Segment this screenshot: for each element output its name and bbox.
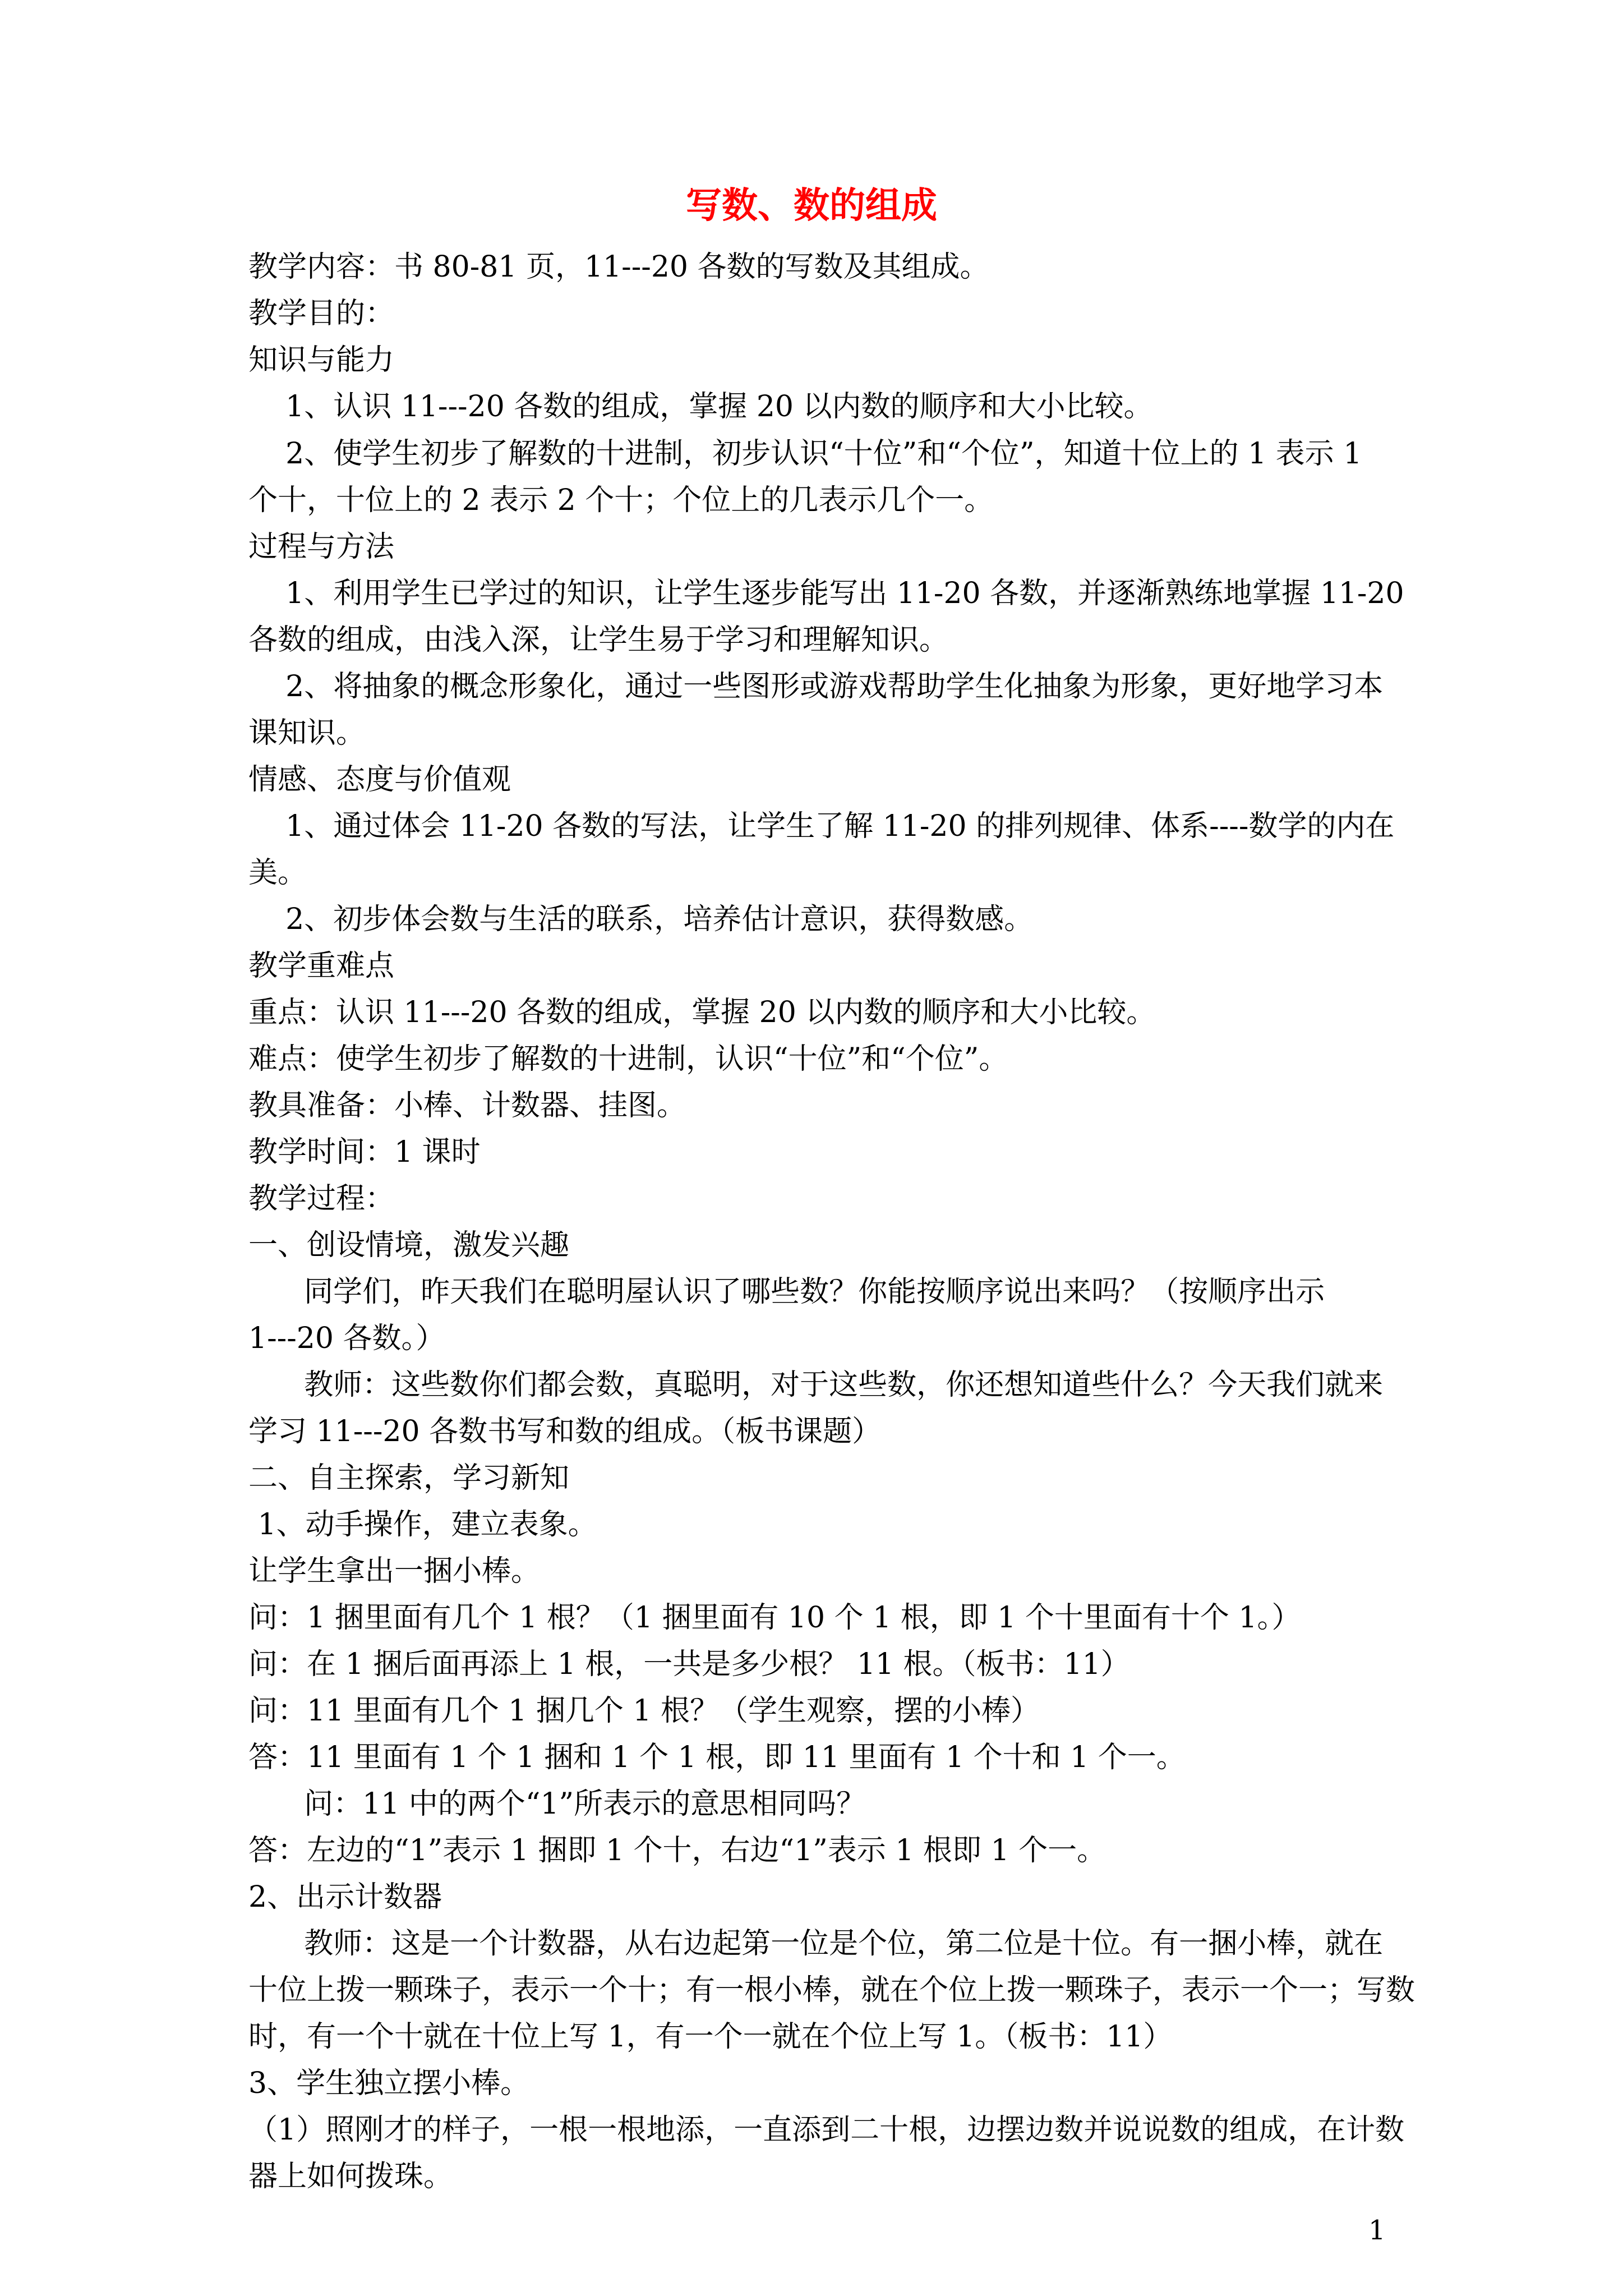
text-line: 教学时间：1 课时 [248, 1135, 481, 1169]
text-line: 教师：这些数你们都会数，真聪明，对于这些数，你还想知道些什么？今天我们就来 [248, 1368, 1384, 1402]
text-line: 3、学生独立摆小棒。 [248, 2067, 530, 2100]
text-line: 教师：这是一个计数器，从右边起第一位是个位，第二位是十位。有一捆小棒，就在 [248, 1927, 1384, 1961]
text-line: 器上如何拨珠。 [248, 2160, 453, 2193]
text-line: 学习 11---20 各数书写和数的组成。（板书课题） [248, 1415, 882, 1448]
text-line: 1、认识 11---20 各数的组成，掌握 20 以内数的顺序和大小比较。 [248, 390, 1153, 424]
text-line: 1、动手操作，建立表象。 [248, 1508, 597, 1542]
text-line: 2、出示计数器 [248, 1880, 442, 1914]
text-line: 2、初步体会数与生活的联系，培养估计意识，获得数感。 [248, 903, 1034, 936]
text-line: 二、自主探索，学习新知 [248, 1461, 570, 1495]
text-line: 教学过程： [248, 1182, 395, 1216]
text-line: 个十，十位上的 2 表示 2 个十；个位上的几表示几个一。 [248, 484, 994, 517]
text-line: 1、通过体会 11-20 各数的写法，让学生了解 11-20 的排列规律、体系----数学的内在 [248, 809, 1395, 843]
text-line: 过程与方法 [248, 530, 395, 564]
text-line: 让学生拿出一捆小棒。 [248, 1554, 541, 1588]
text-line: 教具准备：小棒、计数器、挂图。 [248, 1089, 686, 1122]
text-line: 知识与能力 [248, 343, 395, 377]
text-line: 问：11 里面有几个 1 捆几个 1 根？（学生观察，摆的小棒） [248, 1694, 1040, 1728]
text-line: 各数的组成，由浅入深，让学生易于学习和理解知识。 [248, 623, 949, 657]
text-line: 一、创设情境，激发兴趣 [248, 1228, 570, 1262]
text-line: 时，有一个十就在十位上写 1，有一个一就在个位上写 1。（板书：11） [248, 2020, 1173, 2054]
text-line: 美。 [248, 856, 307, 890]
text-line: 教学目的： [248, 297, 395, 330]
text-line: 难点：使学生初步了解数的十进制，认识“十位”和“个位”。 [248, 1042, 1008, 1076]
text-line: 问：在 1 捆后面再添上 1 根，一共是多少根？ 11 根。（板书：11） [248, 1648, 1130, 1681]
page-number: 1 [1368, 2215, 1386, 2246]
text-line: 问：1 捆里面有几个 1 根？（1 捆里面有 10 个 1 根，即 1 个十里面有十个 1。） [248, 1601, 1301, 1635]
text-line: 教学内容：书 80-81 页，11---20 各数的写数及其组成。 [248, 250, 989, 284]
text-line: 教学重难点 [248, 949, 395, 983]
document-title: 写数、数的组成 [686, 185, 937, 227]
text-line: 2、使学生初步了解数的十进制，初步认识“十位”和“个位”，知道十位上的 1 表示 1 [248, 437, 1362, 471]
text-line: 1、利用学生已学过的知识，让学生逐步能写出 11-20 各数，并逐渐熟练地掌握 11-20 [248, 577, 1404, 610]
text-line: 课知识。 [248, 716, 366, 750]
text-line: 问：11 中的两个“1”所表示的意思相同吗？ [248, 1787, 866, 1821]
text-line: 同学们，昨天我们在聪明屋认识了哪些数？你能按顺序说出来吗？（按顺序出示 [248, 1275, 1325, 1309]
text-line: 十位上拨一颗珠子，表示一个十；有一根小棒，就在个位上拨一颗珠子，表示一个一；写数 [248, 1973, 1415, 2007]
text-line: 1---20 各数。） [248, 1322, 445, 1355]
text-line: （1）照刚才的样子，一根一根地添，一直添到二十根，边摆边数并说说数的组成，在计数 [248, 2113, 1405, 2147]
text-line: 答：11 里面有 1 个 1 捆和 1 个 1 根，即 11 里面有 1 个十和 1 个一。 [248, 1741, 1186, 1774]
text-line: 2、将抽象的概念形象化，通过一些图形或游戏帮助学生化抽象为形象，更好地学习本 [248, 670, 1384, 703]
text-line: 情感、态度与价值观 [248, 763, 511, 797]
text-line: 答：左边的“1”表示 1 捆即 1 个十，右边“1”表示 1 根即 1 个一。 [248, 1834, 1106, 1867]
text-line: 重点：认识 11---20 各数的组成，掌握 20 以内数的顺序和大小比较。 [248, 996, 1156, 1029]
